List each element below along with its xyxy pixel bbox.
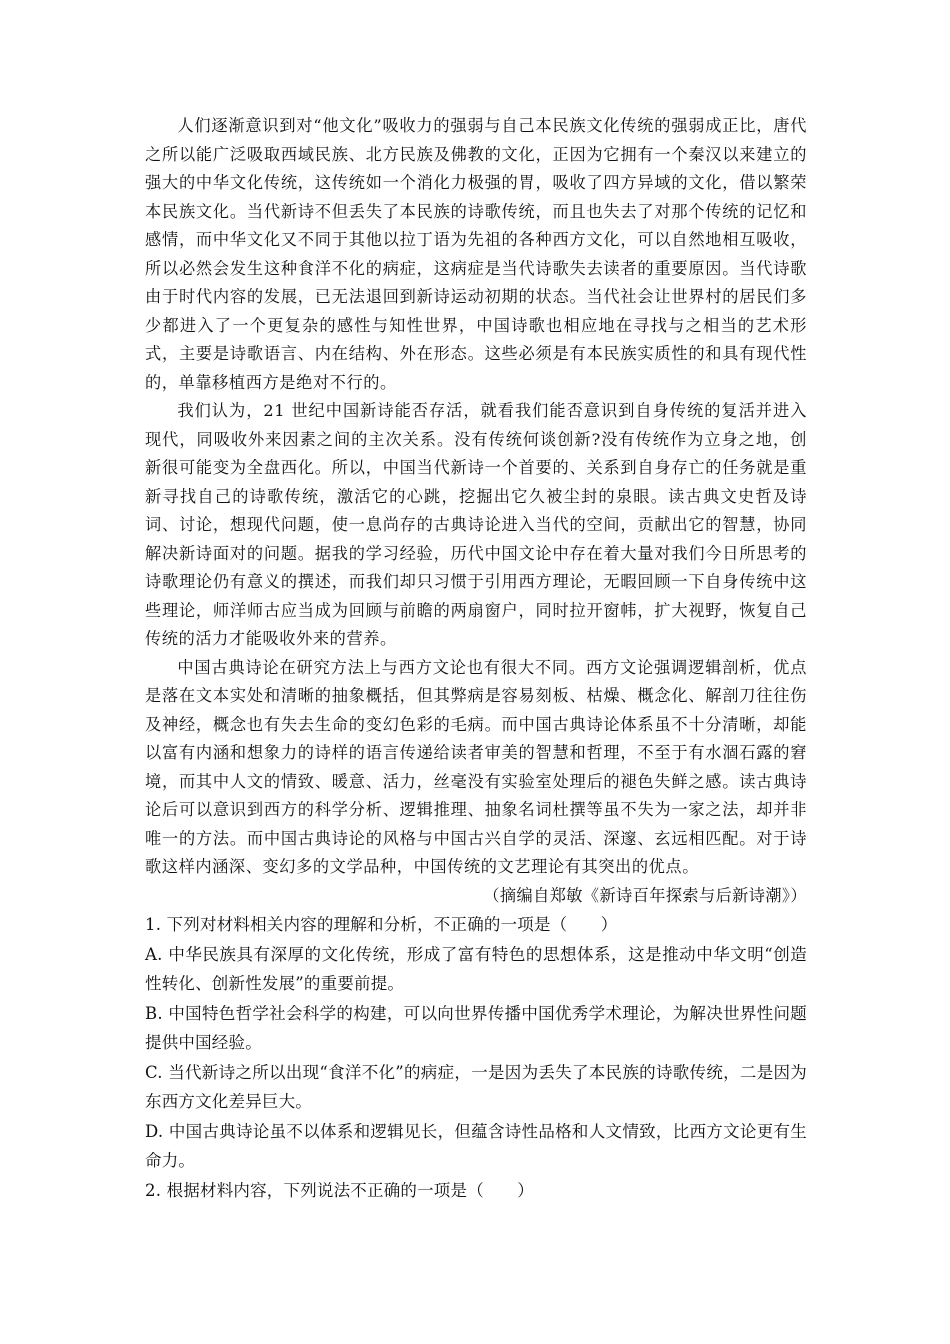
question-1-option-a: A. 中华民族具有深厚的文化传统，形成了富有特色的思想体系，这是推动中华文明“创造性转化、创新性发展”的重要前提。	[145, 944, 807, 993]
question-1-stem: 1. 下列对材料相关内容的理解和分析，不正确的一项是（ ）	[145, 915, 618, 934]
article-paragraph-2: 我们认为，21 世纪中国新诗能否存活，就看我们能否意识到自身传统的复活并进入现代，同吸收外来因素之间的主次关系。没有传统何谈创新?没有传统作为立身之地，创新很可能变为全盘西化。所以，中国当代新诗一个首要的、关系到自身存亡的任务就是重新寻找自己的诗歌传统，激活它的心跳，挖掘出它久被尘封的泉眼。读古典文史哲及诗词、讨论，想现代问题，使一息尚存的古典诗论进入当代的空间，贡献出它的智慧，协同解决新诗面对的问题。据我的学习经验，历代中国文论中存在着大量对我们今日所思考的诗歌理论仍有意义的撰述，而我们却只习惯于引用西方理论，无暇回顾一下自身传统中这些理论，师洋师古应当成为回顾与前瞻的两扇窗户，同时拉开窗帏，扩大视野，恢复自己传统的活力才能吸收外来的营养。	[145, 401, 807, 648]
question-1-option-d: D. 中国古典诗论虽不以体系和逻辑见长，但蕴含诗性品格和人文情致，比西方文论更有生命力。	[145, 1121, 807, 1170]
article-source: （摘编自郑敏《新诗百年探索与后新诗潮》）	[483, 885, 807, 905]
question-2-stem: 2. 根据材料内容，下列说法不正确的一项是（ ）	[145, 1180, 534, 1200]
article-paragraph-1: 人们逐渐意识到对“他文化”吸收力的强弱与自己本民族文化传统的强弱成正比，唐代之所以能广泛吸取西域民族、北方民族及佛教的文化，正因为它拥有一个秦汉以来建立的强大的中华文化传统，这传统如一个消化力极强的胃，吸收了四方异域的文化，借以繁荣本民族文化。当代新诗不但丢失了本民族的诗歌传统，而且也失去了对那个传统的记忆和感情，而中华文化又不同于其他以拉丁语为先祖的各种西方文化，可以自然地相互吸收，所以必然会发生这种食洋不化的病症，这病症是当代诗歌失去读者的重要原因。当代诗歌由于时代内容的发展，已无法退回到新诗运动初期的状态。当代社会让世界村的居民们多少都进入了一个更复杂的感性与知性世界，中国诗歌也相应地在寻找与之相当的艺术形式，主要是诗歌语言、内在结构、外在形态。这些必须是有本民族实质性的和具有现代性的，单靠移植西方是绝对不行的。	[145, 116, 807, 392]
document-page	[145, 112, 807, 1205]
article-paragraph-3: 中国古典诗论在研究方法上与西方文论也有很大不同。西方文论强调逻辑剖析，优点是落在文本实处和清晰的抽象概括，但其弊病是容易刻板、枯燥、概念化、解剖刀往往伤及神经，概念也有失去生命的变幻色彩的毛病。而中国古典诗论体系虽不十分清晰，却能以富有内涵和想象力的诗样的语言传递给读者审美的智慧和哲理，不至于有水涸石露的窘境，而其中人文的情致、暖意、活力，丝毫没有实验室处理后的褪色失鲜之感。读古典诗论后可以意识到西方的科学分析、逻辑推理、抽象名词杜撰等虽不失为一家之法，却并非唯一的方法。而中国古典诗论的风格与中国古兴自学的灵活、深邃、玄远相匹配。对于诗歌这样内涵深、变幻多的文学品种，中国传统的文艺理论有其突出的优点。	[145, 657, 807, 876]
question-1-option-b: B. 中国特色哲学社会科学的构建，可以向世界传播中国优秀学术理论，为解决世界性问题提供中国经验。	[145, 1003, 807, 1052]
question-1-option-c: C. 当代新诗之所以出现“食洋不化”的病症，一是因为丢失了本民族的诗歌传统，二是因为东西方文化差异巨大。	[145, 1062, 807, 1111]
